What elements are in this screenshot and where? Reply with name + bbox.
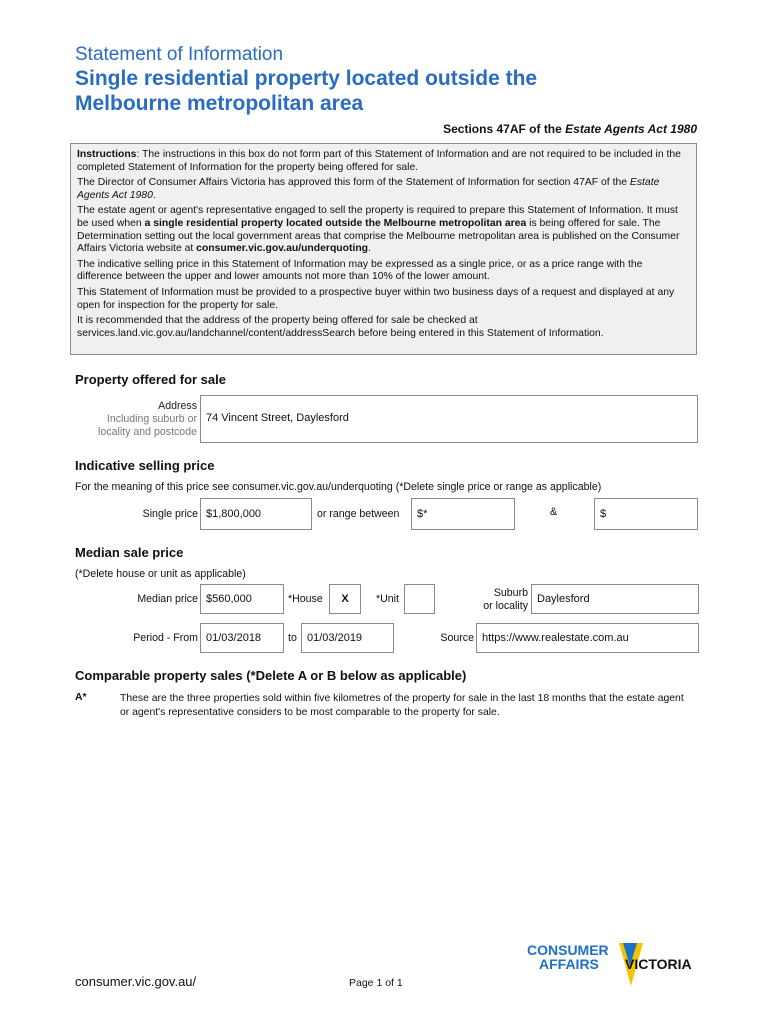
underquoting-link[interactable]: consumer.vic.gov.au/underquoting <box>196 243 369 255</box>
instructions-p6: It is recommended that the address of the property being offered for sale be checked at services.land.vic.gov.au/landchannel/content/addressSearch before being entered in this Statement of Information. <box>77 315 604 339</box>
sections-reference <box>443 122 697 136</box>
suburb-field[interactable]: Daylesford <box>531 584 699 614</box>
option-a-label: A* <box>75 692 87 703</box>
indicative-heading: Indicative selling price <box>75 458 215 473</box>
page-title <box>75 66 675 116</box>
indicative-note: For the meaning of this price see consumer.vic.gov.au/underquoting (*Delete single price or range as applicable) <box>75 481 602 493</box>
single-price-label: Single price <box>142 508 198 520</box>
house-label: *House <box>288 593 323 605</box>
instructions-p3: The estate agent or agent's representative engaged to sell the property is required to prepare this Statement of Information. It must be used when a single residential property located outside the Melbourne metropolitan area is being offered for sale. The Determination setting out the local government areas that comprise the Melbourne metropolitan area is published on the Consumer Affairs Victoria website at consumer.vic.gov.au/underquoting. <box>77 205 680 255</box>
logo-line-2: AFFAIRS <box>539 956 599 972</box>
instructions-p2: The Director of Consumer Affairs Victoria has approved this form of the Statement of Information for section 47AF of the Estate Agents Act 1980. <box>77 177 660 201</box>
instructions-p5: This Statement of Information must be provided to a prospective buyer within two business days of a request and displayed at any open for inspection for the property for sale. <box>77 286 675 311</box>
title-line-1: Single residential property located outside the <box>75 67 538 90</box>
unit-checkbox[interactable] <box>404 584 435 614</box>
range-label: or range between <box>317 508 400 520</box>
title-line-2: Melbourne metropolitan area <box>75 92 364 115</box>
median-heading: Median sale price <box>75 545 184 560</box>
source-label: Source <box>440 632 474 644</box>
property-heading: Property offered for sale <box>75 372 226 387</box>
page-number: Page 1 of 1 <box>349 977 403 989</box>
instructions-p1: Instructions: The instructions in this box do not form part of this Statement of Information and are not required to be included in the completed Statement of Information for the property being offered for sale. <box>77 149 681 173</box>
range-high-field[interactable]: $ <box>594 498 698 530</box>
range-ampersand: & <box>550 506 558 518</box>
instructions-p4: The indicative selling price in this Statement of Information may be expressed as a single price, or as a price range with the difference between the upper and lower amounts not more than 10% of the lower amount. <box>77 258 643 283</box>
address-label: Address Including suburb or locality and postcode <box>98 400 197 438</box>
median-price-field[interactable]: $560,000 <box>200 584 284 614</box>
logo-line-3: VICTORIA <box>625 956 692 972</box>
single-price-field[interactable]: $1,800,000 <box>200 498 312 530</box>
comparable-heading: Comparable property sales (*Delete A or B below as applicable) <box>75 668 467 683</box>
suburb-label: Suburb or locality <box>483 587 528 612</box>
act-name: Estate Agents Act 1980 <box>565 122 697 136</box>
range-low-field[interactable]: $* <box>411 498 515 530</box>
median-price-label: Median price <box>137 593 198 605</box>
period-from-label: Period - From <box>133 632 198 644</box>
option-a-text: These are the three properties sold within five kilometres of the property for sale in the last 18 months that the estate agent or agent's representative considers to be most comparable to the property for sale. <box>120 693 684 718</box>
sections-prefix: Sections 47AF of the <box>443 122 566 136</box>
address-field[interactable]: 74 Vincent Street, Daylesford <box>200 395 698 443</box>
median-note: (*Delete house or unit as applicable) <box>75 568 246 580</box>
source-field[interactable]: https://www.realestate.com.au <box>476 623 699 653</box>
logo-line-1: CONSUMER <box>527 942 609 958</box>
unit-label: *Unit <box>376 593 399 605</box>
period-from-field[interactable]: 01/03/2018 <box>200 623 284 653</box>
document-type: Statement of Information <box>75 44 284 65</box>
footer-url[interactable]: consumer.vic.gov.au/ <box>75 974 197 989</box>
period-to-field[interactable]: 01/03/2019 <box>301 623 394 653</box>
house-checkbox[interactable]: X <box>329 584 361 614</box>
instructions-box <box>70 143 697 355</box>
consumer-affairs-victoria-logo <box>527 940 702 990</box>
period-to-label: to <box>288 632 297 644</box>
